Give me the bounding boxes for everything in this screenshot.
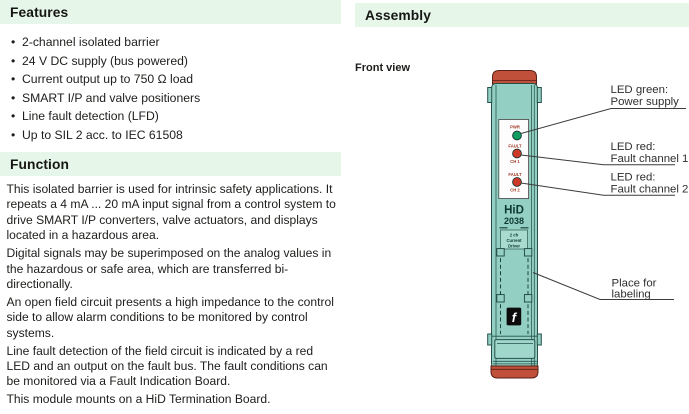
type-line2: Current	[506, 238, 522, 243]
function-paragraph: Digital signals may be superimposed on the analog values in the hazardous or safe area, which are transferred bi-directionally.	[6, 246, 332, 291]
feature-item-label: SMART I/P and valve positioners	[22, 90, 201, 105]
leader-lines	[521, 109, 686, 300]
annotation-led-red2-line1: LED red:	[610, 171, 656, 184]
feature-item	[11, 52, 331, 71]
feature-item-label: Up to SIL 2 acc. to IEC 61508	[22, 127, 183, 142]
feature-item-label: Line fault detection (LFD)	[22, 109, 159, 124]
pwr-label: PWR	[510, 124, 520, 130]
side-tab	[488, 334, 492, 345]
side-tab	[537, 334, 541, 345]
side-tab	[488, 88, 492, 103]
assembly-title: Assembly	[365, 7, 431, 23]
terminal-block	[495, 340, 535, 359]
ch2-label: CH 2	[510, 187, 520, 193]
clip-square	[497, 295, 504, 302]
annotation-labeling-line2: labeling	[611, 288, 651, 301]
feature-item-label: 2-channel isolated barrier	[22, 35, 160, 49]
clip-square	[524, 249, 531, 256]
annotations	[611, 84, 689, 301]
bullet-marker: •	[11, 72, 16, 87]
fault-ch2-led-red-icon	[513, 178, 522, 187]
assembly-section-header	[355, 3, 689, 27]
model-name: HiD	[504, 204, 524, 217]
side-tab	[537, 88, 541, 103]
annotation-led-green-line2: Power supply	[610, 96, 679, 108]
function-paragraph: This isolated barrier is used for intrinsic safety applications. It repeats a 4 mA ... 20 mA input signal from a control system to drive SMART I/P converters, valve actuators, and displays located in a hazardous area.	[6, 182, 336, 243]
fault1-label: FAULT	[508, 143, 522, 149]
function-paragraph: This module mounts on a HiD Termination Board.	[6, 392, 271, 407]
fault2-label: FAULT	[508, 172, 522, 177]
front-view-label: Front view	[355, 62, 411, 74]
ch1-label: CH 1	[510, 159, 520, 164]
annotation-led-green-line1: LED green:	[610, 84, 669, 96]
function-text	[7, 182, 338, 410]
features-list	[11, 33, 331, 145]
device-front-view	[488, 71, 542, 379]
pepperl-fuchs-logo-icon	[507, 308, 522, 326]
annotation-labeling-line1: Place for	[611, 277, 657, 290]
function-section-header	[0, 152, 341, 176]
type-line1: 2 ch	[509, 232, 519, 238]
bullet-marker: •	[11, 109, 16, 124]
feature-item	[11, 126, 331, 145]
feature-item	[11, 89, 331, 108]
function-title: Function	[10, 156, 70, 172]
feature-item-label: Current output up to 750 Ω load	[22, 72, 194, 87]
power-led-green-icon	[513, 131, 522, 140]
function-paragraph: An open field circuit presents a high impedance to the control side to allow alarm conditions to be monitored by control systems.	[6, 294, 334, 340]
features-title: Features	[10, 4, 69, 20]
bullet-marker: •	[11, 127, 16, 142]
bullet-marker: •	[11, 90, 16, 105]
clip-square	[524, 295, 531, 302]
fault-ch1-led-red-icon	[513, 149, 522, 158]
type-line3: Driver	[507, 243, 521, 249]
device-top-cap	[493, 71, 537, 85]
bullet-marker: •	[11, 53, 16, 68]
bullet-marker: •	[11, 35, 16, 49]
feature-item	[11, 107, 331, 126]
clip-square	[497, 249, 504, 256]
annotation-led-red1-line2: Fault channel 1	[610, 153, 689, 165]
annotation-led-red1-line1: LED red:	[610, 141, 656, 153]
svg-text:f: f	[511, 310, 517, 325]
feature-item	[11, 33, 331, 52]
assembly-diagram	[345, 55, 689, 414]
annotation-led-red2-line2: Fault channel 2	[610, 183, 689, 196]
device-bottom-base	[491, 366, 538, 378]
feature-item-label: 24 V DC supply (bus powered)	[22, 53, 188, 68]
leader-power-led	[521, 109, 686, 134]
feature-item	[11, 70, 331, 89]
model-number: 2038	[503, 216, 525, 226]
features-section-header	[0, 0, 341, 24]
function-paragraph: Line fault detection of the field circuit is indicated by a red LED and an output on the fault bus. The fault conditions can be monitored via a Fault Indication Board.	[6, 343, 328, 389]
